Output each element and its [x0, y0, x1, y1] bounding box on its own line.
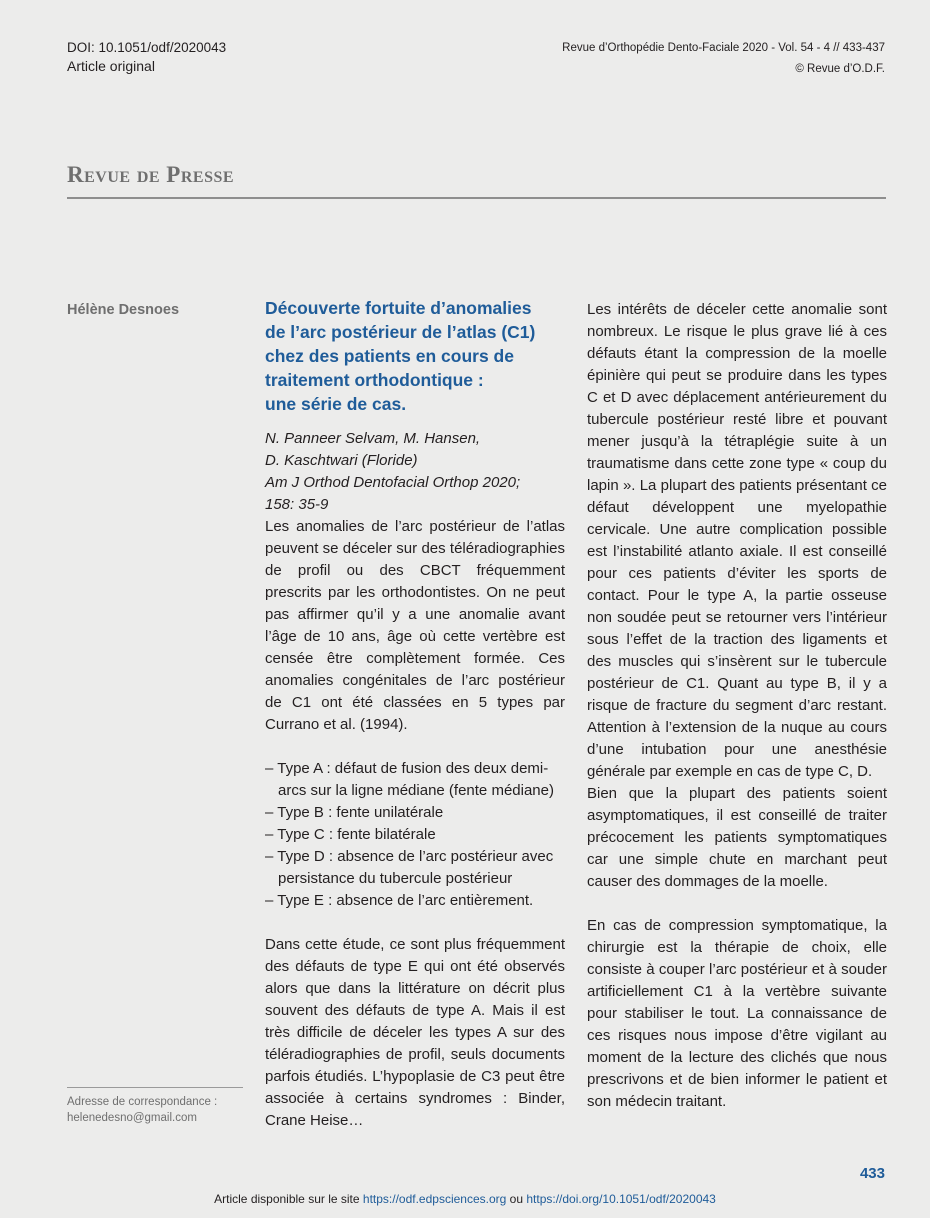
section-title: Revue de Presse: [67, 162, 235, 187]
reference-line: N. Panneer Selvam, M. Hansen,: [265, 430, 481, 447]
article-type: Article original: [67, 58, 155, 74]
reference-line: 158: 35-9: [265, 496, 329, 513]
body-paragraph: Les intérêts de déceler cette anomalie sont nombreux. Le risque le plus grave lié à ces défauts étant la compression de la moelle épinière qui peut se produire dans les types C et D avec déplacement antérieurement du tubercule postérieur resté libre et pouvant mener jusqu’à la tétraplégie suite à un traumatisme dans cette zone type « coup du lapin ». La plupart des patients présentant ce défaut développent une myelopathie cervicale. Une autre complication possible est l’instabilité atlanto axiale. Il est conseillé pour ces patients d’éviter les sports de contact. Pour le type A, la partie osseuse non soudée peut se retourner vers l’intérieur sous l’effet de la traction des ligaments et des muscles qui s’insèrent sur le tubercule postérieur de C1. Quant au type B, il y a risque de fracture du segment d’arc restant. Attention à l’extension de la nuque au cours d’une intubation pour une anesthésie générale par exemple en cas de type C, D.: [587, 301, 887, 780]
title-line: traitement orthodontique :: [265, 370, 484, 390]
anomaly-types-list: [265, 758, 565, 912]
author-name: Hélène Desnoes: [67, 302, 180, 318]
reference-line: D. Kaschtwari (Floride): [265, 452, 418, 469]
list-item: – Type D : absence de l’arc postérieur avec persistance du tubercule postérieur: [265, 848, 554, 887]
body-paragraph: Les anomalies de l’arc postérieur de l’atlas peuvent se déceler sur des téléradiographies de profil ou des CBCT fréquemment prescrits par les orthodontistes. On ne peut pas affirmer qu’il y a une anomalie avant l’âge de 10 ans, âge où cette vertèbre est censée être complètement formée. Ces anomalies congénitales de l’arc postérieur de C1 ont été classées en 5 types par Currano et al. (1994).: [265, 518, 565, 733]
correspondence: [67, 1094, 217, 1126]
page-number: 433: [859, 1165, 885, 1182]
article-reference: [265, 428, 565, 516]
body-paragraph: Dans cette étude, ce sont plus fréquemment des défauts de type E qui ont été observés alors que dans la littérature on décrit plus souvent des défauts de type A. Mais il est très difficile de déceler les types A sur des téléradiographies de profil, seuls documents parfois étudiés. L’hypoplasie de C3 peut être associée à certains syndromes : Binder, Crane Heise…: [265, 936, 565, 1129]
footer-link-site[interactable]: https://odf.edpsciences.org: [362, 1192, 507, 1206]
footer-middle: ou: [509, 1192, 524, 1206]
copyright: © Revue d’O.D.F.: [795, 63, 885, 75]
footer-prefix: Article disponible sur le site: [214, 1192, 360, 1206]
body-paragraph: Bien que la plupart des patients soient asymptomatiques, il est conseillé de traiter précocement les patients symptomatiques car une simple chute en marchant peut causer des dommages de la moelle.: [587, 785, 887, 890]
correspondence-divider: [67, 1087, 243, 1088]
footer-link-doi[interactable]: https://doi.org/10.1051/odf/2020043: [526, 1192, 716, 1206]
body-paragraph: En cas de compression symptomatique, la chirurgie est la thérapie de choix, elle consiste à couper l’arc postérieur et à souder artificiellement C1 à la vertèbre suivante pour stabiliser le tout. La connaissance de ces risques nous impose d’être vigilant au moment de la lecture des clichés que nous prescrivons et de bien informer le patient et son médecin traitant.: [587, 917, 887, 1110]
title-line: chez des patients en cours de: [265, 346, 514, 366]
correspondence-label: Adresse de correspondance :: [67, 1096, 218, 1108]
title-line: une série de cas.: [265, 394, 407, 414]
article-title: [265, 296, 565, 416]
doi: DOI: 10.1051/odf/2020043: [67, 40, 227, 55]
list-item: – Type C : fente bilatérale: [265, 826, 436, 843]
journal-citation: Revue d’Orthopédie Dento-Faciale 2020 - Vol. 54 - 4 // 433-437: [562, 42, 885, 54]
list-item: – Type A : défaut de fusion des deux demi-arcs sur la ligne médiane (fente médiane): [265, 760, 554, 799]
correspondence-email[interactable]: helenedesno@gmail.com: [67, 1112, 197, 1124]
list-item: – Type B : fente unilatérale: [265, 804, 444, 821]
title-line: Découverte fortuite d’anomalies: [265, 298, 532, 318]
column-middle: [265, 296, 565, 1132]
title-line: de l’arc postérieur de l’atlas (C1): [265, 322, 536, 342]
list-item: – Type E : absence de l’arc entièrement.: [265, 892, 534, 909]
section-divider: [67, 197, 886, 199]
footer: [0, 1192, 930, 1206]
reference-line: Am J Orthod Dentofacial Orthop 2020;: [265, 474, 521, 491]
column-right: [587, 299, 887, 1113]
